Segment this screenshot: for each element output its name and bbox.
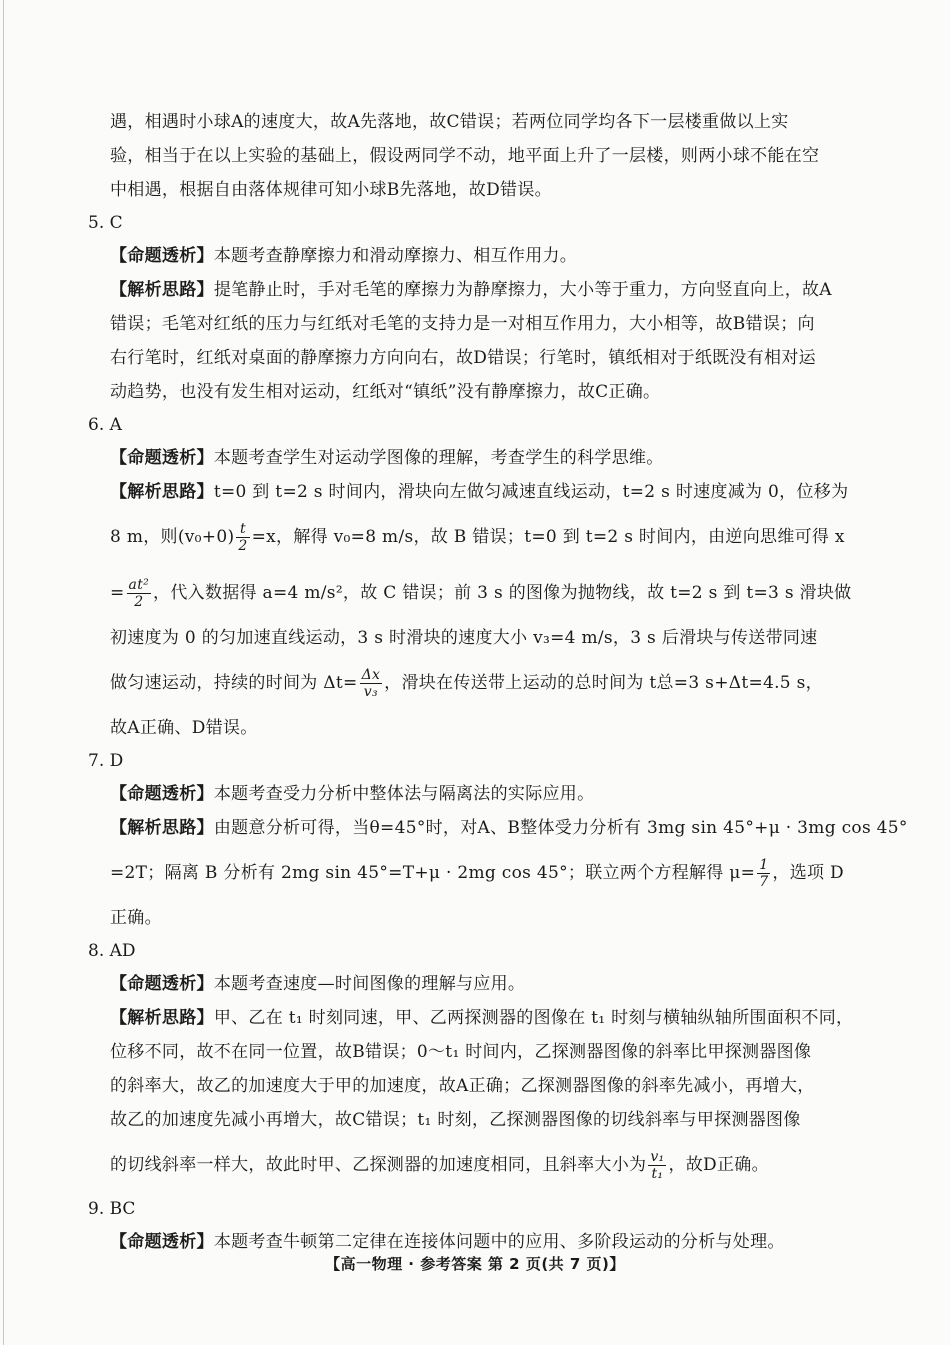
q6-analysis-5 — [88, 655, 868, 711]
q7-intent-tag: 【命题透析】 — [110, 784, 214, 804]
q8-intent-tag: 【命题透析】 — [110, 974, 214, 994]
q9-intent-tag: 【命题透析】 — [110, 1232, 214, 1252]
q7-analysis-tag: 【解析思路】 — [110, 818, 214, 838]
page-edge-line — [3, 0, 4, 1345]
q6-analysis-4: 初速度为 0 的匀加速直线运动，3 s 时滑块的速度大小 v₃=4 m/s，3 s 后滑块与传送带同速 — [110, 628, 818, 648]
q6-text-2b: =x，解得 v₀=8 m/s，故 B 错误；t=0 到 t=2 s 时间内，由逆向思维可得 x — [251, 527, 845, 547]
fraction-v1-over-t1 — [648, 1149, 666, 1182]
q5-analysis-3: 右行笔时，红纸对桌面的静摩擦力方向向右，故D错误；行笔时，镇纸相对于纸既没有相对运 — [110, 348, 816, 368]
fraction-at2-over-2 — [127, 577, 152, 610]
q8-answer: 8. AD — [88, 941, 136, 961]
q5-intent-text: 本题考查静摩擦力和滑动摩擦力、相互作用力。 — [213, 246, 578, 266]
q8-text-5a: 的切线斜率一样大，故此时甲、乙探测器的加速度相同，且斜率大小为 — [110, 1155, 647, 1175]
q6-text-5a: 做匀速运动，持续的时间为 Δt= — [110, 673, 358, 693]
q6-analysis-1 — [88, 475, 868, 509]
fraction-numerator: t — [236, 521, 249, 538]
q6-analysis-text-1: t=0 到 t=2 s 时间内，滑块向左做匀减速直线运动，t=2 s 时速度减为 0，位移为 — [213, 482, 849, 502]
q8-analysis-text-1: 甲、乙在 t₁ 时刻同速，甲、乙两探测器的图像在 t₁ 时刻与横轴纵轴所围面积不同， — [213, 1008, 854, 1028]
q6-analysis-tag: 【解析思路】 — [110, 482, 214, 502]
q4-line-3: 中相遇，根据自由落体规律可知小球B先落地，故D错误。 — [110, 180, 552, 200]
fraction-denominator: 7 — [759, 874, 769, 890]
q6-text-2a: 8 m，则(v₀+0) — [110, 527, 235, 547]
q6-intent-tag: 【命题透析】 — [110, 448, 214, 468]
q8-analysis-5 — [88, 1137, 868, 1193]
answer-page — [88, 105, 908, 1259]
q5-analysis-text-1: 提笔静止时，手对毛笔的摩擦力为静摩擦力，大小等于重力，方向竖直向上，故A — [213, 280, 832, 300]
q8-analysis-tag: 【解析思路】 — [110, 1008, 214, 1028]
fraction-1-over-7 — [757, 857, 770, 890]
q5-intent-tag: 【命题透析】 — [110, 246, 214, 266]
q6-intent-text: 本题考查学生对运动学图像的理解，考查学生的科学思维。 — [213, 448, 664, 468]
page-footer: 【高一物理 · 参考答案 第 2 页(共 7 页)】 — [325, 1255, 625, 1273]
fraction-denominator: v₃ — [363, 684, 378, 700]
q7-analysis-2 — [88, 845, 868, 901]
fraction-numerator: 1 — [759, 857, 769, 873]
q9-answer: 9. BC — [88, 1199, 136, 1219]
q4-line-2: 验，相当于在以上实验的基础上，假设两同学不动，地平面上升了一层楼，则两小球不能在空 — [110, 146, 820, 166]
q9-intent-text: 本题考查牛顿第二定律在连接体问题中的应用、多阶段运动的分析与处理。 — [213, 1232, 785, 1252]
fraction-denominator: 2 — [134, 594, 144, 610]
q8-analysis-1 — [88, 1001, 868, 1035]
q6-analysis-3 — [88, 565, 868, 621]
fraction-numerator: at² — [128, 577, 150, 593]
q6-analysis-2 — [88, 509, 868, 565]
q8-analysis-4: 故乙的加速度先减小再增大，故C错误；t₁ 时刻，乙探测器图像的切线斜率与甲探测器图像 — [110, 1110, 801, 1130]
q7-text-2b: ，选项 D — [772, 863, 844, 883]
q6-text-3b: ，代入数据得 a=4 m/s²，故 C 错误；前 3 s 的图像为抛物线，故 t=2 s 到 t=3 s 滑块做 — [153, 583, 852, 603]
q8-text-5b: ，故D正确。 — [668, 1155, 769, 1175]
q8-analysis-2: 位移不同，故不在同一位置，故B错误；0～t₁ 时间内，乙探测器图像的斜率比甲探测器图像 — [110, 1042, 812, 1062]
q8-intent — [88, 967, 868, 1001]
q5-analysis-2: 错误；毛笔对红纸的压力与红纸对毛笔的支持力是一对相互作用力，大小相等，故B错误；向 — [110, 314, 815, 334]
fraction-numerator: Δx — [361, 667, 381, 683]
q6-analysis-6: 故A正确、D错误。 — [110, 718, 258, 738]
q8-intent-text: 本题考查速度—时间图像的理解与应用。 — [213, 974, 526, 994]
q6-text-3a: = — [110, 583, 125, 603]
q6-intent — [88, 441, 868, 475]
q6-text-5b: ，滑块在传送带上运动的总时间为 t总=3 s+Δt=4.5 s， — [384, 673, 823, 693]
q6-answer: 6. A — [88, 415, 122, 435]
q7-intent — [88, 777, 868, 811]
q4-line-1: 遇，相遇时小球A的速度大，故A先落地，故C错误；若两位同学均各下一层楼重做以上实 — [110, 112, 789, 132]
fraction-denominator: 2 — [238, 538, 248, 554]
q5-analysis-tag: 【解析思路】 — [110, 280, 214, 300]
q5-intent — [88, 239, 868, 273]
q7-analysis-1 — [88, 811, 908, 845]
q7-intent-text: 本题考查受力分析中整体法与隔离法的实际应用。 — [213, 784, 595, 804]
fraction-numerator: v₁ — [650, 1149, 665, 1165]
q5-analysis-4: 动趋势，也没有发生相对运动，红纸对“镇纸”没有静摩擦力，故C正确。 — [110, 382, 661, 402]
q7-answer: 7. D — [88, 751, 124, 771]
q7-text-2a: =2T；隔离 B 分析有 2mg sin 45°=T+μ · 2mg cos 45°；联立两个方程解得 μ= — [110, 863, 756, 883]
q7-analysis-text-1: 由题意分析可得，当θ=45°时，对A、B整体受力分析有 3mg sin 45°+μ · 3mg cos 45° — [213, 818, 908, 838]
q7-analysis-3: 正确。 — [110, 908, 162, 928]
fraction-dx-over-v3 — [360, 667, 383, 700]
fraction-t-over-2 — [236, 521, 249, 554]
q8-analysis-3: 的斜率大，故乙的加速度大于甲的加速度，故A正确；乙探测器图像的斜率先减小，再增大， — [110, 1076, 815, 1096]
q5-analysis-1 — [88, 273, 868, 307]
q5-answer: 5. C — [88, 213, 123, 233]
fraction-denominator: t₁ — [651, 1166, 664, 1182]
